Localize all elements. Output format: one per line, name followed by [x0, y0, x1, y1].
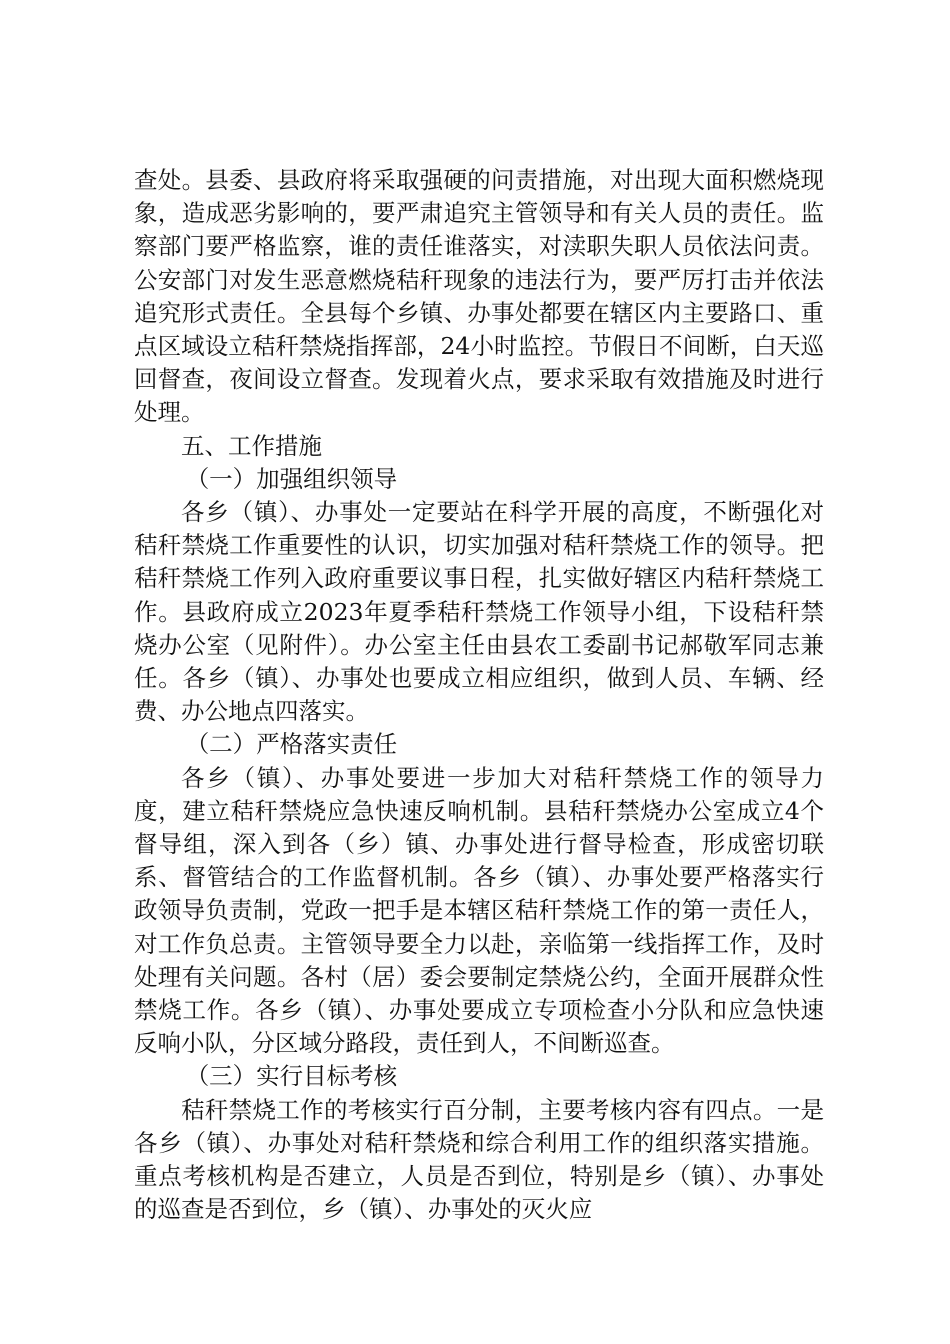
paragraph-responsibility: 各乡（镇）、办事处要进一步加大对秸秆禁烧工作的领导力度，建立秸秆禁烧应急快速反响机制。县秸秆禁烧办公室成立4个督导组，深入到各（乡）镇、办事处进行督导检查，形成密切联系、督管结合的工作监督机制。各乡（镇）、办事处要严格落实行政领导负责制，党政一把手是本辖区秸秆禁烧工作的第一责任人，对工作负总责。主管领导要全力以赴，亲临第一线指挥工作，及时处理有关问题。各村（居）委会要制定禁烧公约，全面开展群众性禁烧工作。各乡（镇）、办事处要成立专项检查小分队和应急快速反响小队，分区域分路段，责任到人，不间断巡查。 [134, 763, 824, 1058]
subheading-assessment: （三）实行目标考核 [185, 1062, 398, 1091]
subheading-organization: （一）加强组织领导 [185, 464, 398, 493]
paragraph-continued: 查处。县委、县政府将采取强硬的问责措施，对出现大面积燃烧现象，造成恶劣影响的，要严肃追究主管领导和有关人员的责任。监察部门要严格监察，谁的责任谁落实，对渎职失职人员依法问责。公安部门对发生恶意燃烧秸秆现象的违法行为，要严厉打击并依法追究形式责任。全县每个乡镇、办事处都要在辖区内主要路口、重点区域设立秸秆禁烧指挥部，24小时监控。节假日不间断，白天巡回督查，夜间设立督查。发现着火点，要求采取有效措施及时进行处理。 [134, 166, 824, 427]
document-body [134, 164, 824, 1227]
paragraph-assessment: 秸秆禁烧工作的考核实行百分制，主要考核内容有四点。一是各乡（镇）、办事处对秸秆禁烧和综合利用工作的组织落实措施。重点考核机构是否建立，人员是否到位，特别是乡（镇）、办事处的巡查是否到位，乡（镇）、办事处的灭火应 [134, 1095, 824, 1224]
section-heading-work-measures: 五、工作措施 [181, 431, 322, 460]
subheading-responsibility: （二）严格落实责任 [185, 730, 398, 759]
paragraph-organization: 各乡（镇）、办事处一定要站在科学开展的高度，不断强化对秸秆禁烧工作重要性的认识，切实加强对秸秆禁烧工作的领导。把秸秆禁烧工作列入政府重要议事日程，扎实做好辖区内秸秆禁烧工作。县政府成立2023年夏季秸秆禁烧工作领导小组，下设秸秆禁烧办公室（见附件）。办公室主任由县农工委副书记郝敬军同志兼任。各乡（镇）、办事处也要成立相应组织，做到人员、车辆、经费、办公地点四落实。 [134, 498, 824, 726]
